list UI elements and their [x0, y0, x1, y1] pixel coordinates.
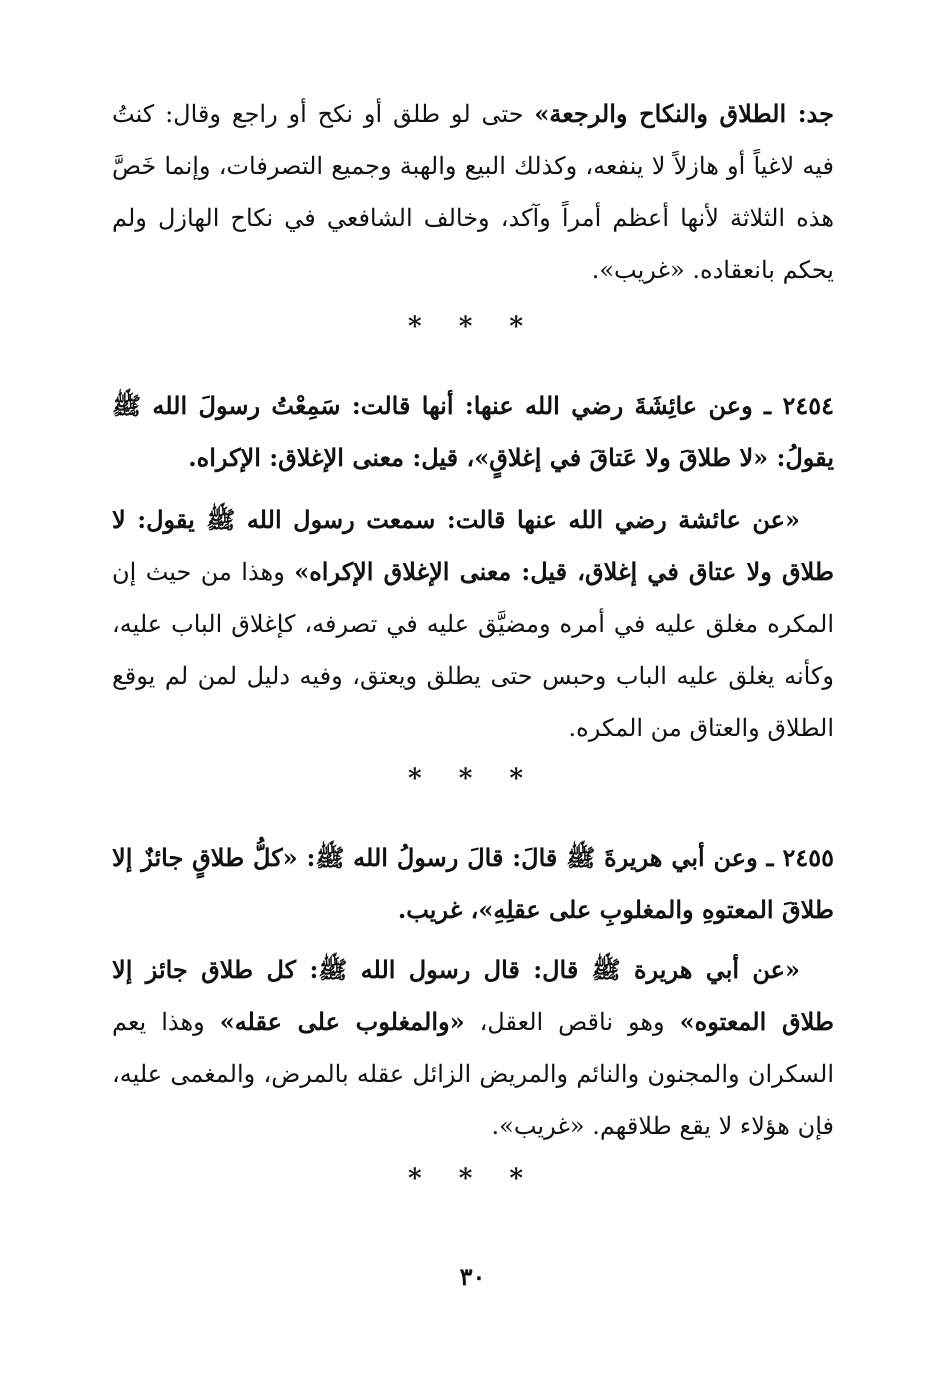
bold-quote: «عن عائشة رضي الله عنها قالت: سمعت رسول الله ﷺ يقول: لا طلاق ولا عتاق في إغلاق، قيل: معنى الإغلاق الإكراه» — [112, 505, 834, 586]
bold-quote: جد: الطلاق والنكاح والرجعة» — [534, 99, 834, 128]
bold-quote: «والمغلوب على عقله» — [219, 1007, 465, 1036]
commentary-text: وهذا من حيث إن المكره مغلق عليه في أمره ومضيَّق عليه في تصرفه، كإغلاق الباب عليه، وكأنه يغلق عليه الباب وحبس حتى يطلق ويعتق، وفيه دليل لمن لم يوقع الطلاق والعتاق من المكره. — [112, 558, 834, 742]
bold-quote: «عن أبي هريرة ﷺ قال: قال رسول الله ﷺ: كل طلاق جائز إلا طلاق المعتوه» — [112, 955, 835, 1036]
hadith-2455 — [112, 832, 834, 936]
commentary-text: حتى لو طلق أو نكح أو راجع وقال: كنتُ فيه لاغياً أو هازلاً لا ينفعه، وكذلك البيع والهبة وجميع التصرفات، وإنما خَصَّ هذه الثلاثة لأنها أعظم أمراً وآكد، وخالف الشافعي في نكاح الهازل ولم يحكم بانعقاده. «غريب». — [112, 100, 834, 284]
commentary-text: وهذا يعم السكران والمجنون والنائم والمريض الزائل عقله بالمرض، والمغمى عليه، فإن هؤلاء لا يقع طلاقهم. «غريب». — [112, 1008, 834, 1140]
commentary-2455 — [112, 944, 834, 1152]
hadith-text: ٢٤٥٥ ـ وعن أبي هريرةَ ﷺ قالَ: قالَ رسولُ الله ﷺ: «كلُّ طلاقٍ جائزٌ إلا طلاقَ المعتوهِ والمغلوبِ على عقلِهِ»، غريب. — [112, 843, 834, 924]
section-separator: * * * — [408, 1164, 537, 1194]
section-separator: * * * — [408, 764, 537, 794]
hadith-text: ٢٤٥٤ ـ وعن عائِشَةَ رضي الله عنها: أنها قالت: سَمِعْتُ رسولَ الله ﷺ يقولُ: «لا طلاقَ ولا عَتاقَ في إغلاقٍ»، قيل: معنى الإغلاق: الإكراه. — [112, 391, 834, 472]
commentary-2454 — [112, 494, 834, 754]
commentary-text: وهو ناقص العقل، — [464, 1008, 680, 1036]
paragraph-continuation — [112, 88, 834, 296]
hadith-2454 — [112, 380, 834, 484]
page-number: ٣٠ — [459, 1262, 486, 1291]
section-separator: * * * — [408, 312, 537, 342]
